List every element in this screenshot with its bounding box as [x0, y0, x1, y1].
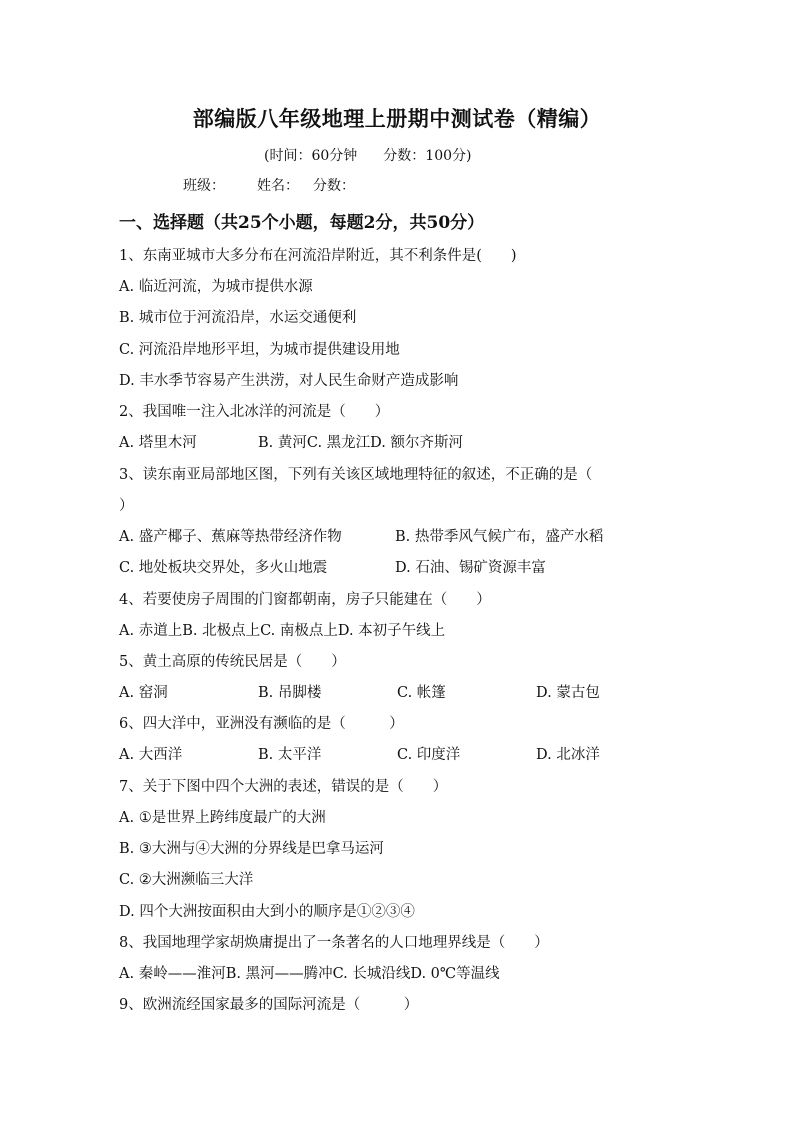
q4-options: A. 赤道上B. 北极点上C. 南极点上D. 本初子午线上	[119, 623, 446, 639]
q6-options	[119, 745, 600, 765]
student-info	[183, 175, 355, 195]
q5-option-b: B. 吊脚楼	[258, 685, 322, 701]
q5-option-a: A. 窑洞	[119, 685, 168, 701]
section-heading: 一、选择题（共25个小题，每题2分，共50分）	[119, 213, 485, 233]
q1-option-c: C. 河流沿岸地形平坦，为城市提供建设用地	[119, 342, 400, 358]
q3-option-a: A. 盛产椰子、蕉麻等热带经济作物	[119, 529, 342, 545]
q6-option-b: B. 太平洋	[258, 747, 322, 763]
q3-options-ab	[119, 527, 603, 547]
q5-options	[119, 683, 600, 703]
q3-option-c: C. 地处板块交界处，多火山地震	[119, 560, 328, 576]
page-title: 部编版八年级地理上册期中测试卷（精编）	[192, 106, 602, 131]
q2-options	[119, 433, 463, 453]
question-3-cont: ）	[119, 498, 134, 514]
q7-option-d: D. 四个大洲按面积由大到小的顺序是①②③④	[119, 904, 415, 920]
question-3: 3、读东南亚局部地区图，下列有关该区域地理特征的叙述，不正确的是（	[119, 467, 593, 483]
exam-time: (时间：60分钟	[264, 148, 358, 164]
q2-option-a: A. 塔里木河	[119, 435, 197, 451]
q3-options-cd	[119, 558, 546, 578]
class-label: 班级：	[183, 178, 225, 194]
q1-option-b: B. 城市位于河流沿岸，水运交通便利	[119, 310, 357, 326]
question-7: 7、关于下图中四个大洲的表述，错误的是（ ）	[119, 779, 448, 795]
question-2: 2、我国唯一注入北冰洋的河流是（ ）	[119, 404, 390, 420]
q7-option-b: B. ③大洲与④大洲的分界线是巴拿马运河	[119, 841, 384, 857]
q5-option-d: D. 蒙古包	[536, 685, 600, 701]
question-8: 8、我国地理学家胡焕庸提出了一条著名的人口地理界线是（ ）	[119, 935, 549, 951]
q6-option-c: C. 印度洋	[397, 747, 461, 763]
q6-option-d: D. 北冰洋	[536, 747, 600, 763]
question-5: 5、黄土高原的传统民居是（ ）	[119, 654, 346, 670]
q2-option-bcd: B. 黄河C. 黑龙江D. 额尔齐斯河	[258, 435, 463, 451]
q6-option-a: A. 大西洋	[119, 747, 183, 763]
points-label: 分数：	[313, 178, 355, 194]
exam-meta	[264, 145, 471, 165]
question-1: 1、东南亚城市大多分布在河流沿岸附近，其不利条件是( )	[119, 248, 517, 264]
q5-option-c: C. 帐篷	[397, 685, 446, 701]
question-4: 4、若要使房子周围的门窗都朝南，房子只能建在（ ）	[119, 592, 491, 608]
exam-score: 分数：100分)	[383, 148, 472, 164]
q7-option-c: C. ②大洲濒临三大洋	[119, 872, 254, 888]
q1-option-a: A. 临近河流，为城市提供水源	[119, 279, 313, 295]
q3-option-b: B. 热带季风气候广布，盛产水稻	[395, 529, 604, 545]
q1-option-d: D. 丰水季节容易产生洪涝，对人民生命财产造成影响	[119, 373, 459, 389]
name-label: 姓名：	[257, 178, 299, 194]
q3-option-d: D. 石油、锡矿资源丰富	[395, 560, 546, 576]
q8-options: A. 秦岭——淮河B. 黑河——腾冲C. 长城沿线D. 0℃等温线	[119, 966, 500, 982]
question-9: 9、欧洲流经国家最多的国际河流是（ ）	[119, 997, 419, 1013]
question-6: 6、四大洋中，亚洲没有濒临的是（ ）	[119, 716, 404, 732]
q7-option-a: A. ①是世界上跨纬度最广的大洲	[119, 810, 326, 826]
